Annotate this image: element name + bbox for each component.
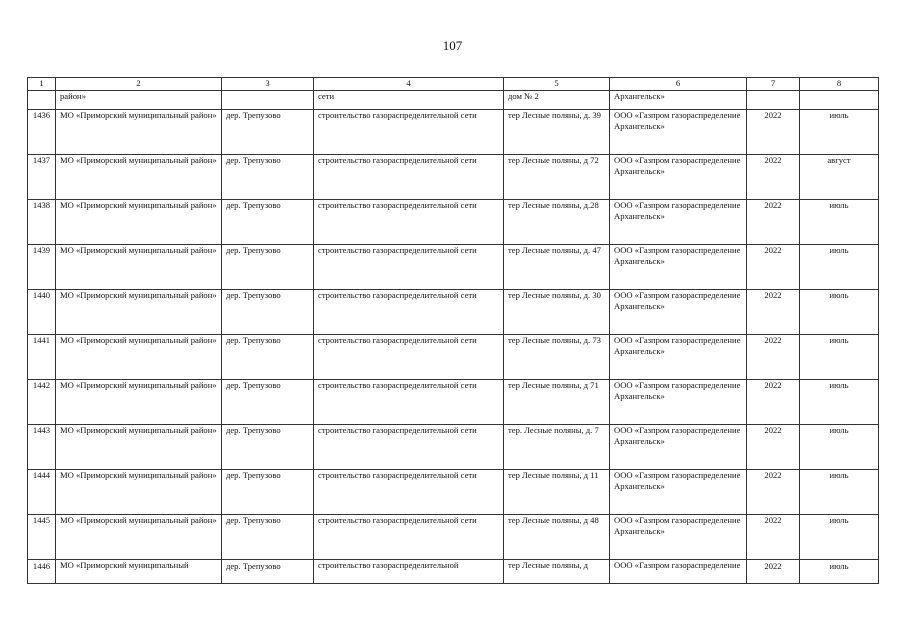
table-cell-mo: МО «Приморский муниципальный район» (56, 245, 222, 290)
table-cell-mo: МО «Приморский муниципальный (56, 560, 222, 584)
header-row (28, 78, 879, 91)
table-cell-mo: МО «Приморский муниципальный район» (56, 515, 222, 560)
table-cell-work: строительство газораспределительной сети (314, 425, 504, 470)
table-cell-org: ООО «Газпром газораспределение (610, 560, 747, 584)
table-cell-month: июль (800, 560, 879, 584)
table-cell-org: ООО «Газпром газораспределение Архангельск» (610, 245, 747, 290)
table-cell-month: июль (800, 380, 879, 425)
table-cell-mo: МО «Приморский муниципальный район» (56, 110, 222, 155)
table-cell-year: 2022 (747, 515, 800, 560)
table-cell-month: июль (800, 110, 879, 155)
table-cell-month: июль (800, 335, 879, 380)
table-cell-work: строительство газораспределительной (314, 560, 504, 584)
table-cell-mo: МО «Приморский муниципальный район» (56, 380, 222, 425)
table-cell-num: 1438 (28, 200, 56, 245)
table-cell-org: ООО «Газпром газораспределение Архангельск» (610, 155, 747, 200)
table-cell-place: дер. Трепузово (222, 470, 314, 515)
table-cell-place: дер. Трепузово (222, 110, 314, 155)
table-cell-month: июль (800, 290, 879, 335)
column-header: 2 (56, 78, 222, 91)
table-cell-month: июль (800, 515, 879, 560)
table-cell-place: дер. Трепузово (222, 155, 314, 200)
table-cell-place: дер. Трепузово (222, 290, 314, 335)
table-cell-org: ООО «Газпром газораспределение Архангельск» (610, 515, 747, 560)
table-cell-month: июль (800, 470, 879, 515)
table-cell-num: 1443 (28, 425, 56, 470)
table-cell-addr: тер Лесные поляны, д. 73 (504, 335, 610, 380)
table-row (28, 290, 879, 335)
table-cell-work: строительство газораспределительной сети (314, 155, 504, 200)
table-cell-addr: тер Лесные поляны, д (504, 560, 610, 584)
table-cell-place: дер. Трепузово (222, 245, 314, 290)
table-cell (800, 91, 879, 110)
table-row (28, 515, 879, 560)
column-header: 8 (800, 78, 879, 91)
table-cell-work: строительство газораспределительной сети (314, 290, 504, 335)
table-row-partial (28, 560, 879, 584)
table-cell: дом № 2 (504, 91, 610, 110)
table-cell-mo: МО «Приморский муниципальный район» (56, 290, 222, 335)
table-cell-num: 1446 (28, 560, 56, 584)
table-cell-year: 2022 (747, 155, 800, 200)
table-cell-org: ООО «Газпром газораспределение Архангельск» (610, 200, 747, 245)
table-row (28, 335, 879, 380)
table-cell-month: июль (800, 200, 879, 245)
table-cell-num: 1444 (28, 470, 56, 515)
table-cell-addr: тер Лесные поляны, д 71 (504, 380, 610, 425)
table-cell-addr: тер. Лесные поляны, д. 7 (504, 425, 610, 470)
table-cell-month: июль (800, 245, 879, 290)
table-cell-work: строительство газораспределительной сети (314, 380, 504, 425)
table-cell-org: ООО «Газпром газораспределение Архангельск» (610, 470, 747, 515)
table-cell-mo: МО «Приморский муниципальный район» (56, 470, 222, 515)
table-cell-mo: МО «Приморский муниципальный район» (56, 335, 222, 380)
table-cell-place: дер. Трепузово (222, 335, 314, 380)
column-header: 3 (222, 78, 314, 91)
column-header: 5 (504, 78, 610, 91)
column-header: 1 (28, 78, 56, 91)
table-cell-year: 2022 (747, 110, 800, 155)
continuation-row (28, 91, 879, 110)
table-cell-year: 2022 (747, 380, 800, 425)
table-cell-work: строительство газораспределительной сети (314, 110, 504, 155)
table-row (28, 425, 879, 470)
table-cell-num: 1441 (28, 335, 56, 380)
table-cell-place: дер. Трепузово (222, 200, 314, 245)
table-cell-addr: тер Лесные поляны, д. 47 (504, 245, 610, 290)
table-cell-year: 2022 (747, 560, 800, 584)
table-row (28, 200, 879, 245)
table-cell-mo: МО «Приморский муниципальный район» (56, 155, 222, 200)
table-cell (747, 91, 800, 110)
table-cell-num: 1442 (28, 380, 56, 425)
table-cell-mo: МО «Приморский муниципальный район» (56, 200, 222, 245)
column-header: 7 (747, 78, 800, 91)
table-row (28, 155, 879, 200)
table-cell-month: июль (800, 425, 879, 470)
table-cell-addr: тер Лесные поляны, д. 39 (504, 110, 610, 155)
table-cell-mo: МО «Приморский муниципальный район» (56, 425, 222, 470)
table-cell-work: строительство газораспределительной сети (314, 515, 504, 560)
table-row (28, 110, 879, 155)
table-cell-year: 2022 (747, 335, 800, 380)
table-cell-place: дер. Трепузово (222, 425, 314, 470)
table-cell-num: 1445 (28, 515, 56, 560)
table-row (28, 380, 879, 425)
table-cell-org: ООО «Газпром газораспределение Архангельск» (610, 290, 747, 335)
table-row (28, 470, 879, 515)
table-cell-org: ООО «Газпром газораспределение Архангельск» (610, 425, 747, 470)
table-cell-addr: тер Лесные поляны, д 72 (504, 155, 610, 200)
table-cell-year: 2022 (747, 425, 800, 470)
table-cell-org: ООО «Газпром газораспределение Архангельск» (610, 380, 747, 425)
table-cell-work: строительство газораспределительной сети (314, 200, 504, 245)
table-cell-year: 2022 (747, 245, 800, 290)
table-cell (222, 91, 314, 110)
table-cell-num: 1436 (28, 110, 56, 155)
table-cell-addr: тер Лесные поляны, д. 30 (504, 290, 610, 335)
table-cell: сети (314, 91, 504, 110)
table-cell-addr: тер Лесные поляны, д 11 (504, 470, 610, 515)
table-cell-work: строительство газораспределительной сети (314, 470, 504, 515)
table-cell-addr: тер Лесные поляны, д.28 (504, 200, 610, 245)
table-cell (28, 91, 56, 110)
table-cell-work: строительство газораспределительной сети (314, 335, 504, 380)
table-cell-work: строительство газораспределительной сети (314, 245, 504, 290)
table-cell-place: дер. Трепузово (222, 515, 314, 560)
column-header: 4 (314, 78, 504, 91)
table-cell-num: 1437 (28, 155, 56, 200)
table-cell-addr: тер Лесные поляны, д 48 (504, 515, 610, 560)
table-cell: район» (56, 91, 222, 110)
column-header: 6 (610, 78, 747, 91)
table-cell-year: 2022 (747, 200, 800, 245)
gasification-table (27, 77, 879, 584)
table-cell-year: 2022 (747, 470, 800, 515)
table-cell-month: август (800, 155, 879, 200)
table-row (28, 245, 879, 290)
table-cell-year: 2022 (747, 290, 800, 335)
table-cell-org: ООО «Газпром газораспределение Архангельск» (610, 110, 747, 155)
table-cell: Архангельск» (610, 91, 747, 110)
table-cell-place: дер. Трепузово (222, 560, 314, 584)
table-cell-num: 1439 (28, 245, 56, 290)
page-number: 107 (442, 38, 463, 53)
table-cell-place: дер. Трепузово (222, 380, 314, 425)
table-cell-org: ООО «Газпром газораспределение Архангельск» (610, 335, 747, 380)
table-cell-num: 1440 (28, 290, 56, 335)
